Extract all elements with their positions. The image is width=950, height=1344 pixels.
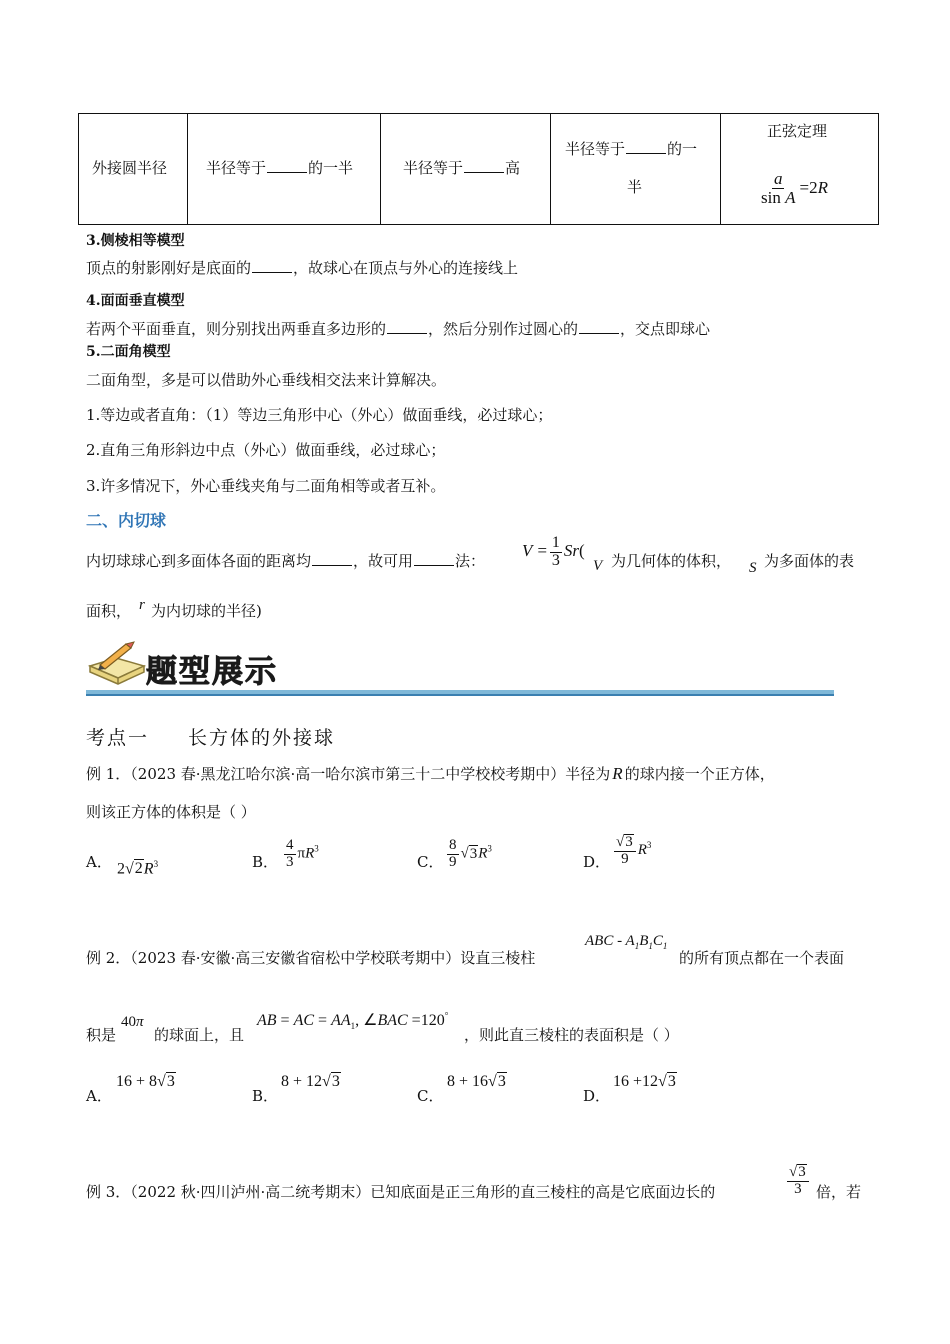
section-5-line: 3.许多情况下，外心垂线夹角与二面角相等或者互补。 [86, 477, 446, 495]
var-s: S [749, 560, 757, 576]
ex2-condition: AB = AC = $AA_1$, ∠BAC =120° [257, 1010, 449, 1032]
cell-3: 半径等于 高 [403, 159, 521, 177]
ex2-option-c[interactable]: 8 + 16√3 [447, 1073, 506, 1090]
ex2-option-a[interactable]: 16 + 8√3 [116, 1073, 175, 1090]
line2-b: 为内切球的半径) [151, 602, 262, 620]
ex2-option-d-label[interactable]: D． [583, 1087, 611, 1105]
example-1-stem: 例 1．（2023 春·黑龙江哈尔滨·高一哈尔滨市第三十二中学校校考期中）半径为 R 的球内接一个正方体， [86, 764, 775, 783]
cell-4-line1: 半径等于 的一 [565, 140, 698, 158]
ex1-option-d-label[interactable]: D． [583, 853, 611, 871]
ex2-option-b[interactable]: 8 + 12√3 [281, 1073, 340, 1090]
table-col-4 [551, 114, 721, 224]
ex2-option-d[interactable]: 16 +12√3 [613, 1073, 676, 1090]
example-3-stem-suffix: 倍，若 [816, 1183, 862, 1201]
table-col-2 [188, 114, 381, 224]
var-r: r [139, 597, 145, 613]
banner-title: 题型展示 [146, 654, 278, 690]
section-4-heading: 4.面面垂直模型 [86, 293, 185, 309]
var-v: V [593, 558, 603, 574]
ex2-option-b-label[interactable]: B． [252, 1087, 279, 1105]
section-3-text: 顶点的射影刚好是底面的 ，故球心在顶点与外心的连接线上 [86, 259, 519, 277]
kaodian-title: 长方体的外接球 [188, 727, 336, 749]
ex2-option-c-label[interactable]: C． [417, 1087, 444, 1105]
example-2-stem-suffix: 的所有顶点都在一个表面 [679, 949, 845, 967]
ex1-option-d[interactable]: $\frac{√3}{9}$ $R^3$ [616, 834, 652, 867]
example-1-stem-line2: 则该正方体的体积是（ ） [86, 803, 256, 821]
book-pencil-icon [86, 636, 148, 688]
table-col-3 [381, 114, 551, 224]
line2-a: 面积， [86, 602, 132, 620]
row-label: 外接圆半径 [92, 159, 168, 177]
kaodian-label: 考点一 [86, 727, 150, 749]
section-3-heading: 3.侧棱相等模型 [86, 233, 185, 249]
section-5-line: 二面角型，多是可以借助外心垂线相交法来计算解决。 [86, 371, 447, 389]
cell-4-line2: 半 [627, 178, 643, 196]
banner-divider [86, 690, 834, 696]
ex2-prism: ABC - $A_1B_1C_1$ [585, 933, 668, 951]
section-4-text: 若两个平面垂直，则分别找出两垂直多边形的 ，然后分别作过圆心的 ，交点即球心 [86, 320, 711, 338]
ex1-option-c-label[interactable]: C． [417, 853, 444, 871]
inscribed-sphere-text: 内切球球心到多面体各面的距离均 ，故可用 法： [86, 552, 486, 570]
ex1-option-b-label[interactable]: B． [252, 853, 279, 871]
ex2-line2-a: 积是 [86, 1026, 117, 1044]
sine-rule-title: 正弦定理 [767, 122, 828, 140]
ex2-area: 40π [121, 1014, 144, 1030]
sine-rule-formula: $\frac{a}{\text{sin A}}$ =2R [761, 169, 828, 207]
example-3-stem: 例 3．（2022 秋·四川泸州·高二统考期末）已知底面是正三角形的直三棱柱的高是它底面边长的 [86, 1183, 716, 1201]
section-5-line: 1.等边或者直角：（1）等边三角形中心（外心）做面垂线，必过球心； [86, 406, 553, 424]
ex1-option-a-label[interactable]: A． [86, 853, 112, 871]
v-desc: 为几何体的体积， [611, 552, 732, 570]
ex1-option-c[interactable]: $\frac{8}{9}$ $√3R^3$ [449, 837, 492, 870]
volume-formula: V = $\frac{1}{3}$ Sr( [522, 534, 585, 569]
ex3-fraction: $\frac{√3}{3}$ [785, 1164, 811, 1198]
ex1-option-b[interactable]: $\frac{4}{3}$ $\pi R^3$ [286, 837, 319, 870]
example-2-stem: 例 2．（2023 春·安徽·高三安徽省宿松中学校联考期中）设直三棱柱 [86, 949, 536, 967]
ex2-line2-b: 的球面上，且 [154, 1026, 245, 1044]
inscribed-sphere-heading: 二、内切球 [86, 511, 167, 530]
ex2-option-a-label[interactable]: A． [86, 1087, 112, 1105]
comparison-table [78, 113, 879, 225]
table-col-5 [721, 114, 879, 224]
s-desc: 为多面体的表 [764, 552, 855, 570]
ex1-option-a[interactable]: $2√2R^3$ [117, 859, 159, 878]
cell-2: 半径等于 的一半 [206, 159, 354, 177]
ex2-line2-c: ，则此直三棱柱的表面积是（ ） [464, 1026, 679, 1044]
section-5-heading: 5.二面角模型 [86, 344, 171, 360]
section-5-line: 2.直角三角形斜边中点（外心）做面垂线，必过球心； [86, 441, 446, 459]
table-col-label [79, 114, 188, 224]
